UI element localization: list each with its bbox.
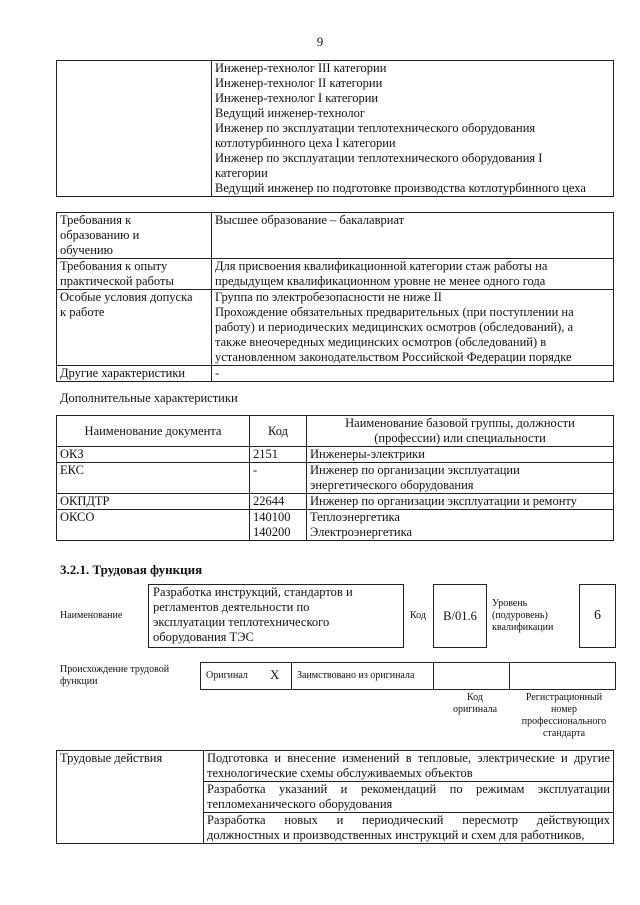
position-line: Инженер по эксплуатации теплотехнического оборудования I <box>215 151 543 165</box>
code-okpdtr: 22644 <box>250 494 307 510</box>
code-original-label: Код оригинала <box>452 692 498 715</box>
header-code: Код <box>250 416 307 447</box>
position-line: Инженер-технолог II категории <box>215 76 383 90</box>
doc-okso: ОКСО <box>57 510 250 541</box>
code-okz: 2151 <box>250 447 307 463</box>
origin-divider <box>291 662 292 690</box>
function-code: B/01.6 <box>433 584 487 648</box>
doc-eks: ЕКС <box>57 463 250 494</box>
positions-empty-cell <box>57 61 212 197</box>
page-number: 9 <box>316 34 324 49</box>
name-okpdtr: Инженер по организации эксплуатации и ремонту <box>307 494 614 510</box>
position-line: Ведущий инженер-технолог <box>215 106 365 120</box>
req-value-experience: Для присвоения квалификационной категории стаж работы на предыдущем квалификационном уровне не менее одного года <box>212 259 614 290</box>
code-label: Код <box>410 610 426 621</box>
qualification-level: 6 <box>579 584 616 648</box>
level-label: Уровень (подуровень) квалификации <box>492 598 554 633</box>
labor-action-item: Разработка указаний и рекомендаций по режимам эксплуатации тепломеханического оборудования <box>204 782 614 813</box>
function-name-box: Разработка инструкций, стандартов и регламентов деятельности по эксплуатации теплотехнического оборудования ТЭС <box>148 584 404 648</box>
origin-divider <box>509 662 510 690</box>
origin-divider <box>433 662 434 690</box>
additional-table <box>56 415 614 541</box>
labor-actions-label: Трудовые действия <box>57 751 204 844</box>
req-label-education: Требования к образованию и обучению <box>57 213 212 259</box>
req-label-other: Другие характеристики <box>57 366 212 382</box>
borrowed-label: Заимствовано из оригинала <box>297 670 415 681</box>
requirements-table <box>56 212 614 382</box>
positions-cell <box>212 61 614 197</box>
header-base-group: Наименование базовой группы, должности (профессии) или специальности <box>307 416 614 447</box>
original-label: Оригинал <box>206 670 248 681</box>
header-document: Наименование документа <box>57 416 250 447</box>
registration-number-label: Регистрационный номер профессионального стандарта <box>521 692 607 739</box>
name-eks: Инженер по организации эксплуатации энергетического оборудования <box>307 463 614 494</box>
req-value-special-conditions: Группа по электробезопасности не ниже II Прохождение обязательных предварительных (при поступлении на работу) и периодических медицинских осмотров (обследований), а также внеочередных медицинских осмотров (обследований) в установленном законодательством Российской Федерации порядке <box>212 290 614 366</box>
position-line: Инженер-технолог III категории <box>215 61 387 75</box>
origin-label: Происхождение трудовой функции <box>60 664 170 687</box>
position-line: котлотурбинного цеха I категории <box>215 136 396 150</box>
positions-table <box>56 60 614 197</box>
labor-function-heading: 3.2.1. Трудовая функция <box>60 562 203 577</box>
doc-okz: ОКЗ <box>57 447 250 463</box>
name-okso: Теплоэнергетика Электроэнергетика <box>307 510 614 541</box>
additional-title: Дополнительные характеристики <box>60 391 238 405</box>
position-line: Инженер-технолог I категории <box>215 91 379 105</box>
code-okso: 140100 140200 <box>250 510 307 541</box>
labor-actions-table <box>56 750 614 844</box>
req-label-special-conditions: Особые условия допуска к работе <box>57 290 212 366</box>
doc-okpdtr: ОКПДТР <box>57 494 250 510</box>
labor-action-item: Подготовка и внесение изменений в тепловые, электрические и другие технологические схемы обслуживаемых объектов <box>204 751 614 782</box>
req-value-education: Высшее образование – бакалавриат <box>212 213 614 259</box>
name-label: Наименование <box>60 610 123 621</box>
req-label-experience: Требования к опыту практической работы <box>57 259 212 290</box>
original-mark: X <box>270 667 280 682</box>
name-okz: Инженеры-электрики <box>307 447 614 463</box>
req-value-other: - <box>212 366 614 382</box>
position-line: Ведущий инженер по подготовке производства котлотурбинного цеха <box>215 181 586 195</box>
labor-action-item: Разработка новых и периодический пересмотр действующих должностных и производственных инструкций и схем для работников, <box>204 813 614 844</box>
position-line: категории <box>215 166 268 180</box>
code-eks: - <box>250 463 307 494</box>
position-line: Инженер по эксплуатации теплотехнического оборудования <box>215 121 536 135</box>
